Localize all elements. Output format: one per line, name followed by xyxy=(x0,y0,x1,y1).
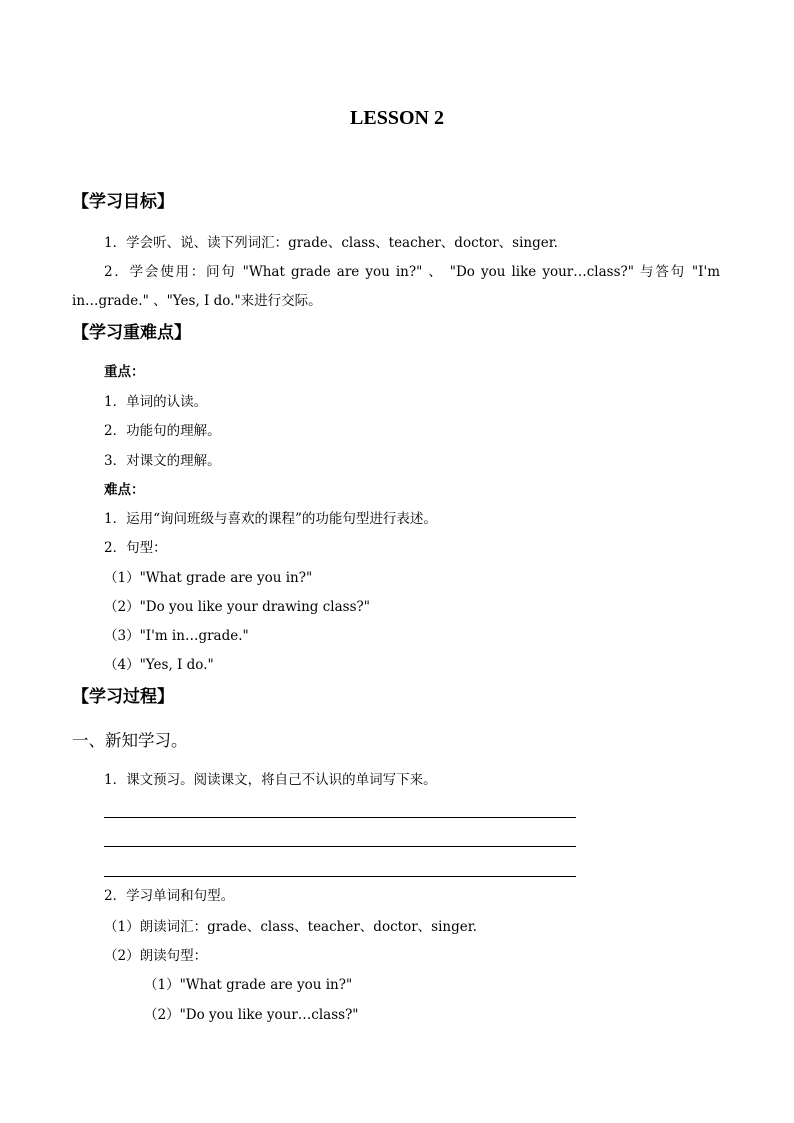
step-2-sub-1: （1）朗读词汇：grade、class、teacher、doctor、singer. xyxy=(104,919,477,935)
key-item-1: 1．单词的认读。 xyxy=(104,394,208,410)
step-2-sub-2: （2）朗读句型： xyxy=(104,948,208,964)
key-item-2: 2．功能句的理解。 xyxy=(104,423,221,439)
key-item-3: 3．对课文的理解。 xyxy=(104,453,221,469)
key-points-header: 【学习重难点】 xyxy=(72,323,191,343)
difficult-label: 难点： xyxy=(104,482,145,498)
answer-line-3[interactable] xyxy=(104,876,576,877)
pattern-3: （3）"I'm in…grade." xyxy=(104,628,249,644)
answer-line-2[interactable] xyxy=(104,846,576,847)
difficult-item-2: 2．句型： xyxy=(104,540,167,556)
step-1: 1．课文预习。阅读课文，将自己不认识的单词写下来。 xyxy=(104,772,437,788)
step-2: 2．学习单词和句型。 xyxy=(104,888,235,904)
goal-item-1: 1．学会听、说、读下列词汇：grade、class、teacher、doctor、singer. xyxy=(104,235,558,251)
step-2-sentence-1: （1）"What grade are you in?" xyxy=(144,977,353,993)
goal-item-2-line-2: in…grade." 、"Yes, I do."来进行交际。 xyxy=(72,293,322,309)
answer-line-1[interactable] xyxy=(104,817,576,818)
process-header: 【学习过程】 xyxy=(72,687,174,707)
goal-item-2-line-1: 2．学会使用：问句 "What grade are you in?" 、 "Do you like your…class?" 与答句 "I'm xyxy=(104,264,720,280)
pattern-2: （2）"Do you like your drawing class?" xyxy=(104,599,370,615)
pattern-4: （4）"Yes, I do." xyxy=(104,657,214,673)
part-1-title: 一、新知学习。 xyxy=(72,731,188,750)
step-2-sentence-2: （2）"Do you like your…class?" xyxy=(144,1007,359,1023)
goals-header: 【学习目标】 xyxy=(72,192,174,212)
difficult-item-1: 1．运用“询问班级与喜欢的课程”的功能句型进行表述。 xyxy=(104,511,437,527)
lesson-title: LESSON 2 xyxy=(350,107,444,129)
pattern-1: （1）"What grade are you in?" xyxy=(104,570,313,586)
key-label: 重点： xyxy=(104,364,145,380)
